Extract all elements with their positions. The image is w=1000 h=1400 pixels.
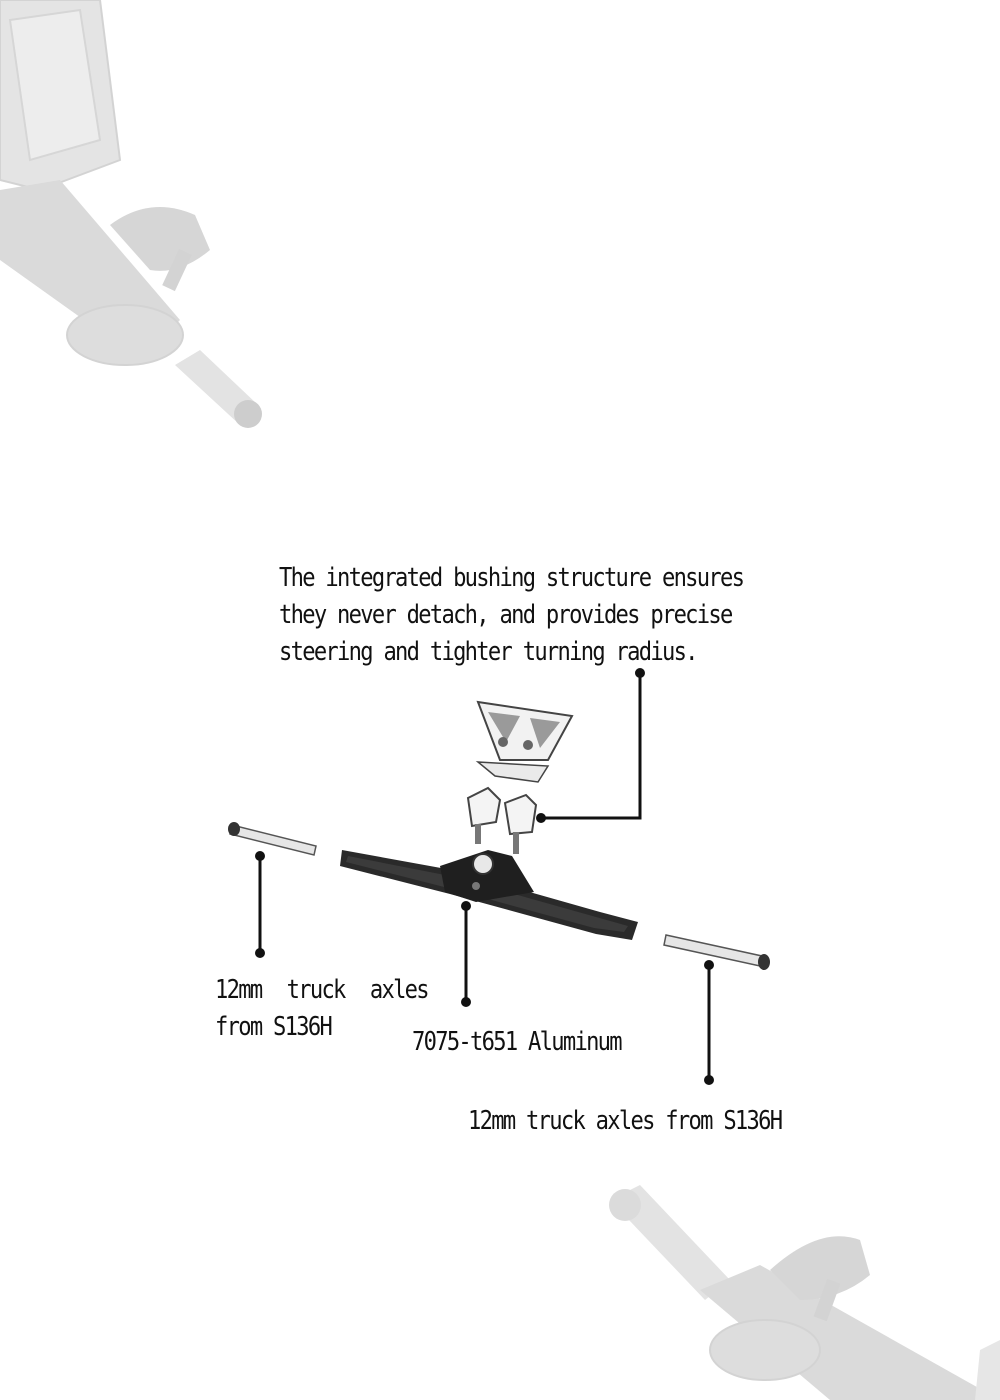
leader-right-axle: [704, 960, 714, 1085]
ghost-truck-bottom-right: [609, 1185, 1000, 1400]
bushing-callout-text: [279, 560, 743, 671]
bushings-part: [468, 788, 536, 854]
right-axle-callout-text: 12mm truck axles from S136H: [468, 1106, 782, 1136]
ghost-truck-top-left: [0, 0, 262, 428]
hanger-part: [340, 850, 638, 940]
left-axle-callout-text: [215, 972, 428, 1046]
bushing-callout-line: steering and tighter turning radius.: [279, 637, 697, 667]
aluminum-callout-text: 7075-t651 Aluminum: [412, 1027, 621, 1057]
right-axle-part: [664, 935, 770, 970]
left-axle-callout-line: 12mm truck axles: [215, 975, 428, 1005]
bushing-callout-line: they never detach, and provides precise: [279, 600, 732, 630]
baseplate-part: [478, 702, 572, 782]
bushing-callout-line: The integrated bushing structure ensures: [279, 563, 744, 593]
left-axle-part: [228, 822, 316, 855]
left-axle-callout-line: from S136H: [215, 1012, 332, 1042]
leader-aluminum: [461, 901, 471, 1007]
leader-left-axle: [255, 851, 265, 958]
